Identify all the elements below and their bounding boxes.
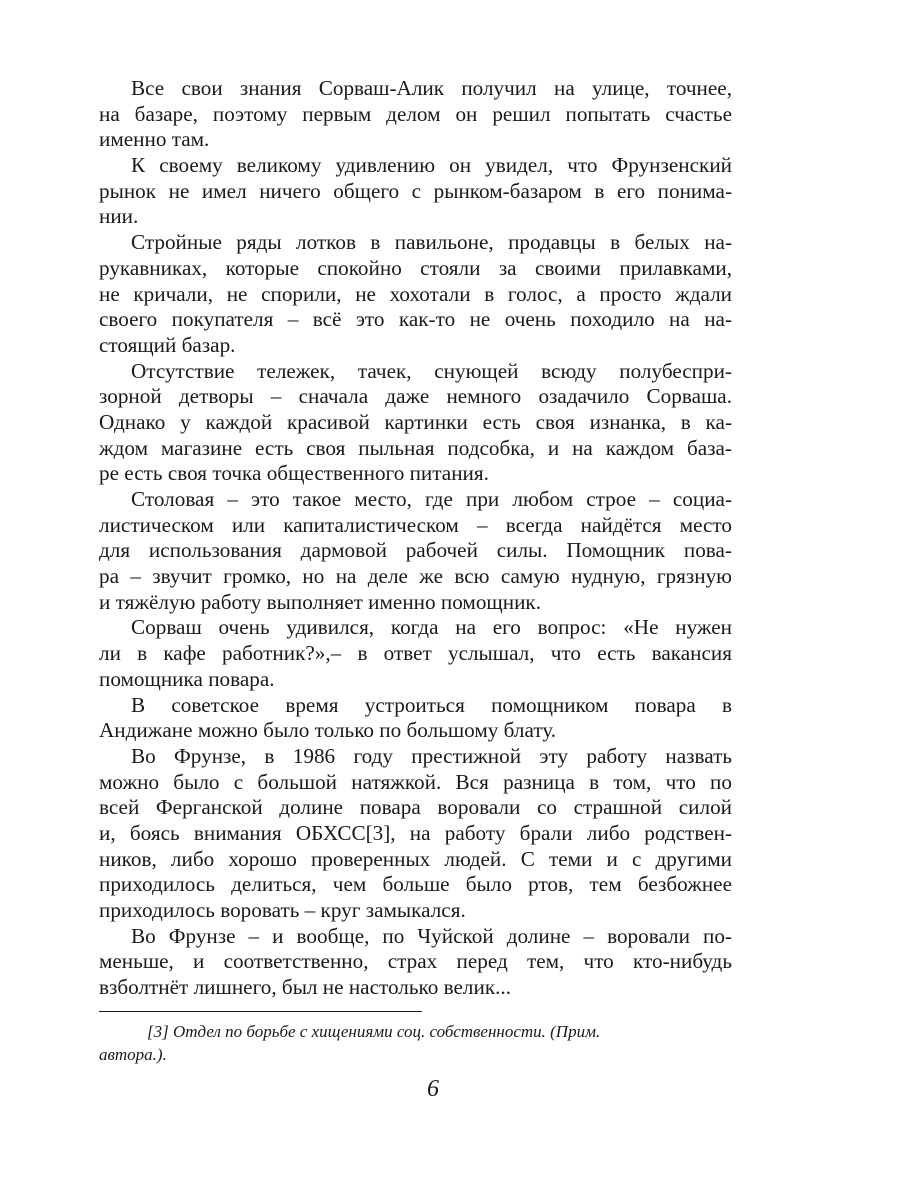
text-line: стоящий базар. — [99, 332, 236, 357]
text-line: именно там. — [99, 127, 210, 152]
text-line: К своему великому удивлению он увидел, что Фрунзенский — [131, 153, 732, 178]
text-line: Стройные ряды лотков в павильоне, продавцы в белых на- — [131, 230, 732, 255]
text-line: Во Фрунзе – и вообще, по Чуйской долине – воровали по- — [131, 923, 732, 948]
text-line: можно было с большой натяжкой. Вся разница в том, что по — [99, 769, 732, 794]
footnote-divider — [99, 1011, 422, 1012]
paragraph — [99, 487, 732, 615]
paragraph — [99, 76, 732, 153]
paragraph — [99, 230, 732, 358]
text-line: рукавниках, которые спокойно стояли за своими прилавками, — [99, 255, 732, 280]
text-line: Отсутствие тележек, тачек, снующей всюду полубеспри- — [131, 358, 732, 383]
text-line: на базаре, поэтому первым делом он решил попытать счастье — [99, 101, 732, 126]
text-line: всей Ферганской долине повара воровали со страшной силой — [99, 795, 732, 820]
text-line: ников, либо хорошо проверенных людей. С теми и с другими — [99, 846, 732, 871]
text-line: помощника повара. — [99, 666, 275, 691]
text-line: ли в кафе работник?»,– в ответ услышал, что есть вакансия — [99, 641, 732, 666]
text-line: нии. — [99, 204, 139, 229]
text-line: для использования дармовой рабочей силы. Помощник пова- — [99, 538, 732, 563]
text-line: В советское время устроиться помощником повара в — [131, 692, 732, 717]
text-line: ре есть своя точка общественного питания. — [99, 461, 489, 486]
text-line: своего покупателя – всё это как-то не очень походило на на- — [99, 307, 732, 332]
text-line: ра – звучит громко, но на деле же всю самую нудную, грязную — [99, 564, 732, 589]
body-text — [99, 76, 732, 1001]
text-line: рынок не имел ничего общего с рынком-базаром в его понима- — [99, 178, 732, 203]
text-line: Однако у каждой красивой картинки есть своя изнанка, в ка- — [99, 409, 732, 434]
paragraph — [99, 693, 732, 744]
text-line: и тяжёлую работу выполняет именно помощник. — [99, 589, 541, 614]
text-line: Сорваш очень удивился, когда на его вопрос: «Не нужен — [131, 615, 732, 640]
footnote-line: автора.). — [99, 1045, 167, 1064]
footnote — [99, 1020, 699, 1066]
page-number: 6 — [427, 1076, 439, 1102]
text-line: Во Фрунзе, в 1986 году престижной эту работу назвать — [131, 743, 732, 768]
paragraph — [99, 924, 732, 1001]
text-line: зорной детворы – сначала даже немного озадачило Сорваша. — [99, 384, 732, 409]
paragraph — [99, 615, 732, 692]
text-line: взболтнёт лишнего, был не настолько велик... — [99, 975, 512, 1000]
text-line: меньше, и соответственно, страх перед тем, что кто-нибудь — [99, 949, 732, 974]
paragraph — [99, 744, 732, 924]
text-line: и, боясь внимания ОБХСС[3], на работу брали либо родствен- — [99, 820, 732, 845]
paragraph — [99, 359, 732, 487]
text-line: ждом магазине есть своя пыльная подсобка, и на каждом база- — [99, 435, 732, 460]
text-line: Все свои знания Сорваш-Алик получил на улице, точнее, — [131, 76, 732, 100]
text-line: Андижане можно было только по большому блату. — [99, 718, 557, 743]
paragraph — [99, 153, 732, 230]
text-line: приходилось воровать – круг замыкался. — [99, 898, 466, 922]
text-line: листическом или капиталистическом – всегда найдётся место — [99, 512, 732, 537]
text-line: не кричали, не спорили, не хохотали в голос, а просто ждали — [99, 281, 732, 306]
footnote-line: [3] Отдел по борьбе с хищениями соц. собственности. (Прим. — [147, 1022, 601, 1041]
text-line: Столовая – это такое место, где при любом строе – социа- — [131, 487, 732, 511]
text-line: приходилось делиться, чем больше было ртов, тем безбожнее — [99, 872, 732, 897]
